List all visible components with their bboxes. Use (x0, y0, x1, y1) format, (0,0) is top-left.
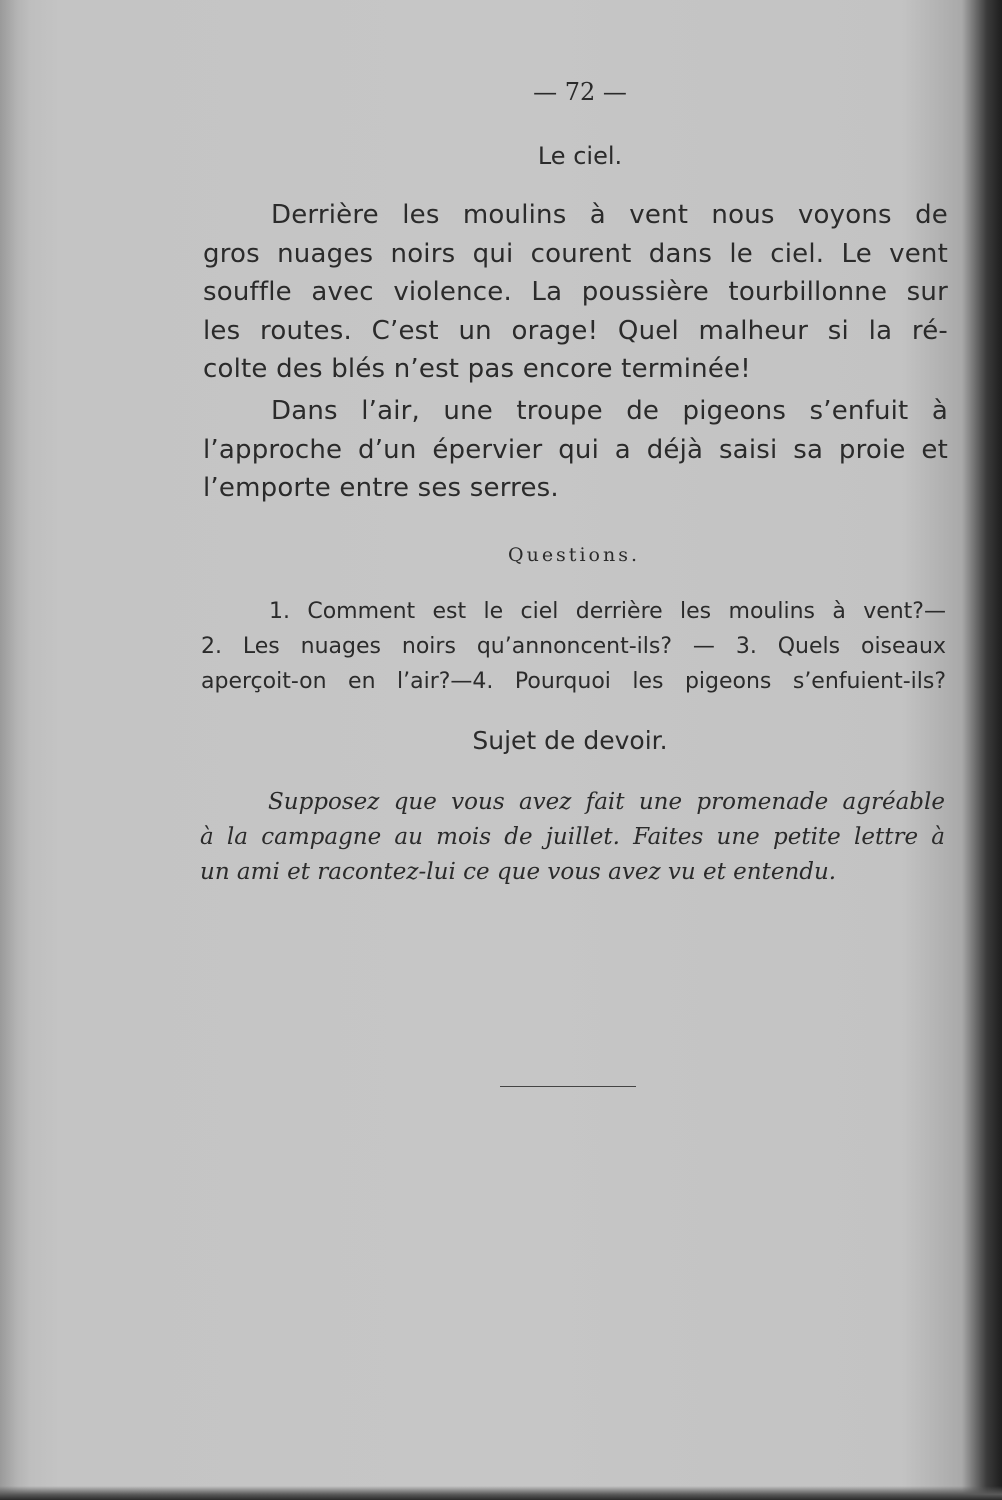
assignment-line: Supposez que vous avez fait une promenade agréable (268, 789, 945, 815)
paragraph-1-line: souffle avec violence. La poussière tourbillonne sur (203, 277, 948, 307)
questions-list (201, 594, 946, 699)
paragraph-1-line: les routes. C’est un orage! Quel malheur si la ré- (203, 315, 948, 346)
assignment-heading: Sujet de devoir. (472, 726, 668, 755)
assignment-line: un ami et racontez-lui ce que vous avez vu et entendu. (200, 859, 837, 885)
paragraph-1 (203, 196, 948, 389)
section-divider (500, 1086, 636, 1087)
paragraph-2-line: l’emporte entre ses serres. (203, 473, 559, 503)
page-number: — 72 — (533, 78, 627, 106)
page-bottom-edge (0, 1486, 1002, 1500)
assignment-text (200, 785, 945, 890)
paragraph-2-line: l’approche d’un épervier qui a déjà saisi sa proie et (203, 434, 948, 465)
paragraph-1-line: Derrière les moulins à vent nous voyons de (271, 200, 948, 230)
question-line: aperçoit-on en l’air?—4. Pourquoi les pigeons s’enfuient-ils? (201, 669, 946, 694)
lesson-title: Le ciel. (537, 142, 623, 170)
question-line: 2. Les nuages noirs qu’annoncent-ils? — 3. Quels oiseaux (201, 634, 946, 659)
paragraph-2 (203, 392, 948, 508)
question-line: 1. Comment est le ciel derrière les moulins à vent?— (269, 599, 946, 624)
paragraph-1-line: gros nuages noirs qui courent dans le ciel. Le vent (203, 238, 948, 269)
assignment-line: à la campagne au mois de juillet. Faites une petite lettre à (200, 824, 945, 850)
paragraph-2-line: Dans l’air, une troupe de pigeons s’enfuit à (271, 396, 948, 426)
paragraph-1-line: colte des blés n’est pas encore terminée! (203, 354, 751, 384)
questions-heading: Questions. (508, 544, 640, 566)
